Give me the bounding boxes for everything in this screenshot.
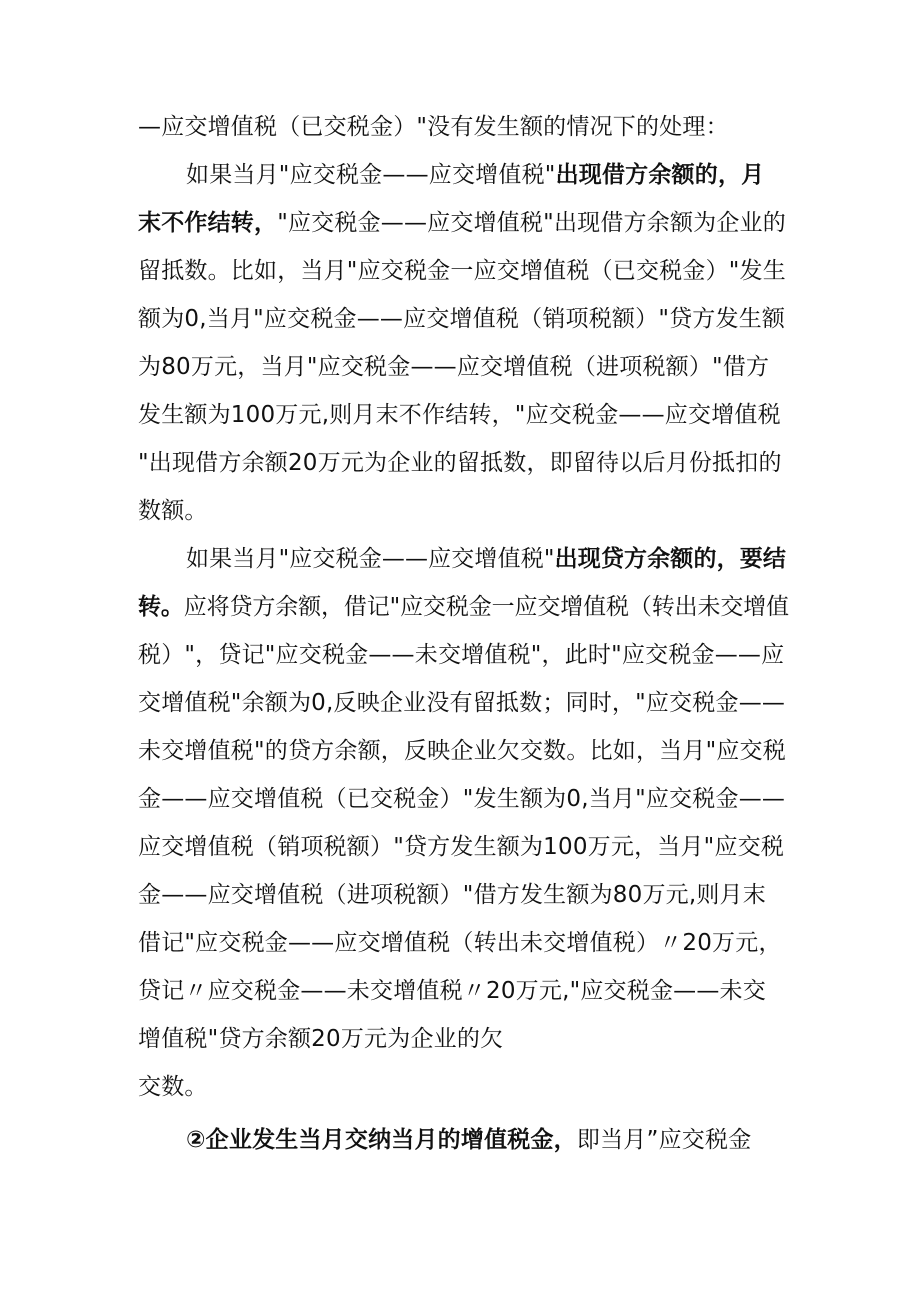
paragraph-first-line: [186, 544, 786, 574]
text-run: 借记"应交税金——应交增值税（转出未交增值税）〃20万元，: [138, 930, 782, 956]
text-run: 未交增值税"的贷方余额，反映企业欠交数。比如，当月"应交税: [138, 738, 786, 764]
text-line: [138, 832, 784, 862]
text-run: 数额。: [138, 498, 208, 524]
bold-text-run: ②企业发生当月交纳当月的增值税金，: [186, 1127, 577, 1153]
text-run: 交数。: [138, 1074, 208, 1100]
text-run: 应将贷方余额，借记"应交税金一应交增值税（转出未交增值: [183, 594, 789, 620]
text-line: [138, 304, 785, 334]
text-run: 应交增值税（销项税额）"贷方发生额为100万元，当月"应交税: [138, 834, 785, 860]
bold-text-run: 转。: [138, 594, 184, 620]
text-run: 增值税"贷方余额20万元为企业的欠: [138, 1026, 504, 1052]
text-line: [138, 736, 786, 766]
text-run: 为80万元，当月"应交税金——应交增值税（进项税额）"借方: [138, 354, 770, 380]
text-run: 交增值税"余额为0,反映企业没有留抵数；同时，"应交税金——: [138, 690, 786, 716]
text-run: 发生额为100万元,则月末不作结转，"应交税金——应交增值税: [138, 402, 781, 428]
text-run: "出现借方余额20万元为企业的留抵数，即留待以后月份抵扣的: [138, 450, 782, 476]
text-line: [138, 928, 782, 958]
bold-text-run: 出现贷方余额的，要结: [554, 546, 787, 572]
paragraph-first-line: [186, 1125, 751, 1155]
text-line: [138, 112, 729, 142]
text-line: [138, 784, 785, 814]
text-line: [138, 208, 786, 238]
text-line: [138, 400, 781, 430]
text-line: [138, 880, 766, 910]
paragraph-first-line: [186, 160, 764, 190]
text-run: 即当月”应交税金: [576, 1127, 752, 1153]
text-line: [138, 448, 782, 478]
text-line: [138, 1072, 208, 1102]
text-line: [138, 688, 785, 718]
text-run: 贷记〃应交税金——未交增值税〃20万元,"应交税金——未交: [138, 978, 766, 1004]
text-run: 金——应交增值税（已交税金）"发生额为0,当月"应交税金——: [138, 786, 786, 812]
text-run: —应交增值税（已交税金）"没有发生额的情况下的处理：: [138, 114, 729, 140]
text-line: [138, 592, 789, 622]
text-run: 金——应交增值税（进项税额）"借方发生额为80万元,则月末: [138, 882, 766, 908]
text-line: [138, 640, 784, 670]
text-line: [138, 256, 786, 286]
text-run: "应交税金——应交增值税"出现借方余额为企业的: [277, 210, 786, 236]
text-line: [138, 976, 766, 1006]
text-run: 如果当月"应交税金——应交增值税": [186, 162, 556, 188]
text-run: 如果当月"应交税金——应交增值税": [186, 546, 555, 572]
text-run: 留抵数。比如，当月"应交税金一应交增值税（已交税金）"发生: [138, 258, 786, 284]
text-line: [138, 1024, 503, 1054]
bold-text-run: 出现借方余额的，月: [555, 162, 765, 188]
text-run: 额为0,当月"应交税金——应交增值税（销项税额）"贷方发生额: [138, 306, 786, 332]
bold-text-run: 末不作结转，: [138, 210, 278, 236]
text-line: [138, 352, 769, 382]
text-run: 税）"，贷记"应交税金——未交增值税"，此时"应交税金——应: [138, 642, 785, 668]
text-line: [138, 496, 208, 526]
